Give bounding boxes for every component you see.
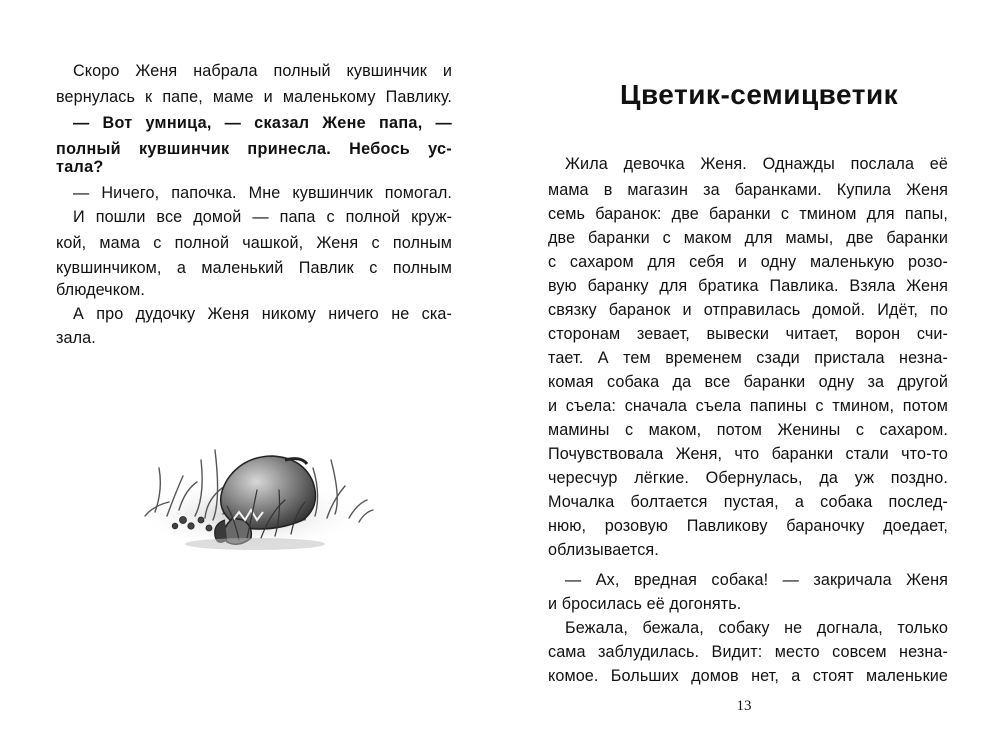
text-line: вернулась к папе, маме и маленькому Павлику. xyxy=(56,88,452,106)
text-line-bold: — Вот умница, — сказал Жене папа, — xyxy=(73,114,452,132)
text-line: — Ах, вредная собака! — закричала Женя xyxy=(565,571,948,589)
text-line: мама в магазин за баранками. Купила Женя xyxy=(548,181,948,199)
text-line: Мочалка болтается пустая, а собака послед- xyxy=(548,493,948,511)
text-line: Скоро Женя набрала полный кувшинчик и xyxy=(73,62,452,80)
fallen-jug-illustration xyxy=(135,420,375,560)
text-line: вую баранку для братика Павлика. Взяла Женя xyxy=(548,277,948,295)
text-line: кувшинчиком, а маленький Павлик с полным xyxy=(56,259,452,277)
text-line: Жила девочка Женя. Однажды послала её xyxy=(565,155,948,173)
chapter-title: Цветик-семицветик xyxy=(620,79,899,110)
text-line: и съела: сначала съела папины с тмином, потом xyxy=(548,397,948,415)
text-line: нюю, розовую Павликову бараночку доедает, xyxy=(548,517,948,535)
text-line: облизывается. xyxy=(548,541,659,559)
text-line: А про дудочку Женя никому ничего не ска- xyxy=(73,305,452,323)
text-line: комое. Больших домов нет, а стоят маленькие xyxy=(548,667,948,685)
text-line: комая собака да все баранки одну за другой xyxy=(548,373,948,391)
text-line: Почувствовала Женя, что баранки стали что-то xyxy=(548,445,948,463)
text-line: сторонам зевает, вывески читает, ворон счи- xyxy=(548,325,948,343)
text-line: и бросилась её догонять. xyxy=(548,595,742,613)
text-line: — Ничего, папочка. Мне кувшинчик помогал. xyxy=(73,184,452,202)
text-line-bold: полный кувшинчик принесла. Небось ус- xyxy=(56,140,452,158)
text-line: две баранки с маком для мамы, две баранки xyxy=(548,229,948,247)
text-line: с сахаром для себя и одну маленькую розо- xyxy=(548,253,948,271)
text-line: кой, мама с полной чашкой, Женя с полным xyxy=(56,234,452,252)
text-line: тает. А тем временем сзади пристала незна- xyxy=(548,349,948,367)
text-line: чересчур лёгкие. Обернулась, да уж поздно. xyxy=(548,469,948,487)
text-line-bold: тала? xyxy=(56,158,104,176)
text-line: И пошли все домой — папа с полной круж- xyxy=(73,208,452,226)
text-line: связку баранок и отправилась домой. Идёт, по xyxy=(548,301,948,319)
text-line: мамины с маком, потом Женины с сахаром. xyxy=(548,421,948,439)
text-line: сама заблудилась. Видит: место совсем незна- xyxy=(548,643,948,661)
left-page xyxy=(0,0,500,751)
page-number: 13 xyxy=(736,698,752,714)
text-line: блюдечком. xyxy=(56,281,146,299)
text-line: зала. xyxy=(56,329,96,347)
text-line: Бежала, бежала, собаку не догнала, только xyxy=(565,619,948,637)
text-line: семь баранок: две баранки с тмином для папы, xyxy=(548,205,948,223)
